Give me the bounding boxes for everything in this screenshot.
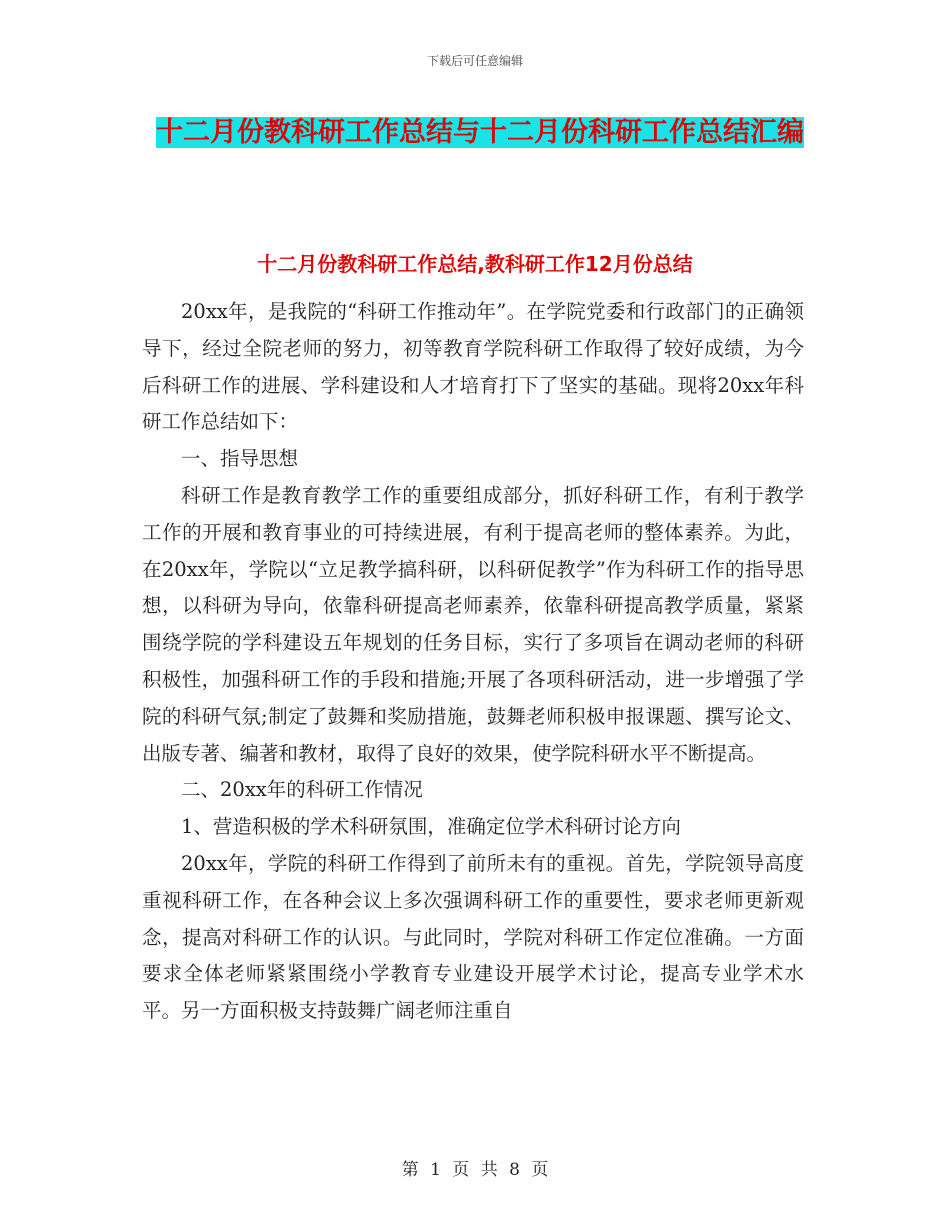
page-header-note: 下载后可任意编辑 bbox=[426, 54, 523, 68]
paragraph-atmosphere: 20xx年，学院的科研工作得到了前所未有的重视。首先，学院领导高度重视科研工作，在各种会议上多次强调科研工作的重要性，要求老师更新观念，提高对科研工作的认识。与此同时，学院对科研工作定位准确。一方面要求全体老师紧紧围绕小学教育专业建设开展学术讨论，提高专业学术水平。另一方面积极支持鼓舞广阔老师注重自 bbox=[142, 851, 804, 1023]
subsection-heading-atmosphere: 1、营造积极的学术科研氛围，准确定位学术科研讨论方向 bbox=[181, 815, 681, 839]
document-title-text: 十二月份教科研工作总结与十二月份科研工作总结汇编 bbox=[156, 117, 804, 148]
document-body bbox=[142, 294, 804, 1030]
document-subtitle: 十二月份教科研工作总结,教科研工作12月份总结 bbox=[257, 252, 693, 276]
paragraph-guiding-thought: 科研工作是教育教学工作的重要组成部分，抓好科研工作，有利于教学工作的开展和教育事业的可持续进展，有利于提高老师的整体素养。为此，在20xx年，学院以“立足教学搞科研，以科研促教学”作为科研工作的指导思想，以科研为导向，依靠科研提高老师素养，依靠科研提高教学质量，紧紧围绕学院的学科建设五年规划的任务目标，实行了多项旨在调动老师的科研积极性，加强科研工作的手段和措施;开展了各项科研活动，进一步增强了学院的科研气氛;制定了鼓舞和奖励措施，鼓舞老师积极申报课题、撰写论文、出版专著、编著和教材，取得了良好的效果，使学院科研水平不断提高。 bbox=[142, 483, 804, 765]
page-number-footer: 第 1 页 共 8 页 bbox=[401, 1160, 549, 1180]
paragraph-intro: 20xx年，是我院的“科研工作推动年”。在学院党委和行政部门的正确领导下，经过全院老师的努力，初等教育学院科研工作取得了较好成绩，为今后科研工作的进展、学科建设和人才培育打下了坚实的基础。现将20xx年科研工作总结如下： bbox=[142, 300, 804, 434]
section-heading-guiding-thought: 一、指导思想 bbox=[181, 447, 299, 471]
section-heading-work-status: 二、20xx年的科研工作情况 bbox=[181, 778, 423, 802]
document-title bbox=[140, 112, 820, 154]
